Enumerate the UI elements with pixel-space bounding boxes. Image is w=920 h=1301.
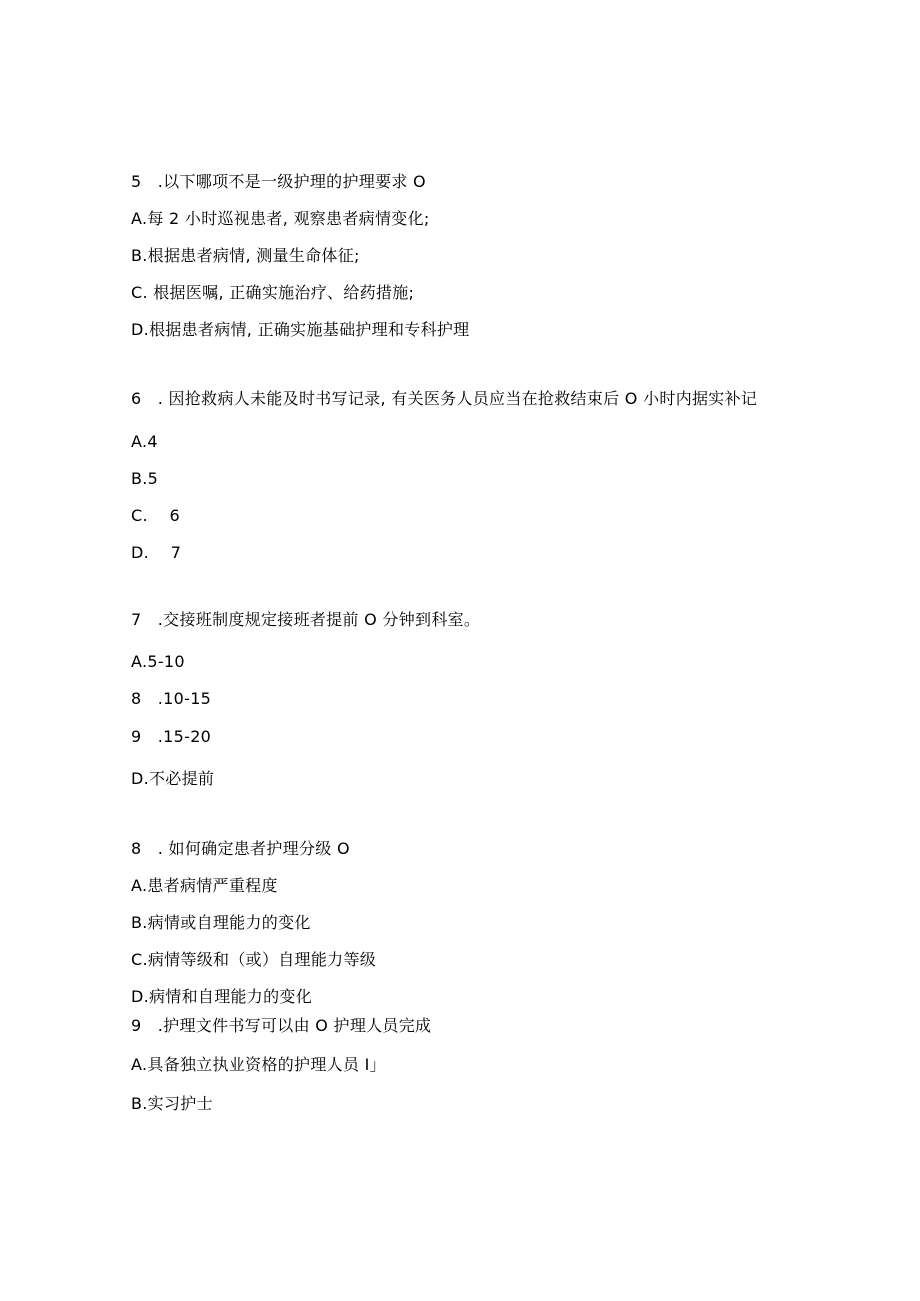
question-6-option-a: A.4 [131, 432, 158, 451]
question-8-stem: 8 . 如何确定患者护理分级 O [131, 839, 350, 858]
question-5-option-d: D.根据患者病情, 正确实施基础护理和专科护理 [131, 320, 470, 339]
question-7-option-c: 9 .15-20 [131, 727, 212, 746]
question-7-stem: 7 .交接班制度规定接班者提前 O 分钟到科室。 [131, 610, 481, 629]
question-8-option-c: C.病情等级和（或）自理能力等级 [131, 950, 377, 969]
question-6-option-b: B.5 [131, 469, 159, 488]
question-6-stem: 6 . 因抢救病人未能及时书写记录, 有关医务人员应当在抢救结束后 O 小时内据实补记 [131, 389, 758, 408]
question-5-option-c: C. 根据医嘱, 正确实施治疗、给药措施; [131, 283, 415, 302]
question-6-option-d: D. 7 [131, 543, 182, 562]
question-9-option-a: A.具备独立执业资格的护理人员 I」 [131, 1055, 386, 1074]
question-5-option-b: B.根据患者病情, 测量生命体征; [131, 246, 360, 265]
question-8-option-d: D.病情和自理能力的变化 [131, 987, 313, 1006]
question-9-option-b: B.实习护士 [131, 1094, 213, 1113]
question-9-stem: 9 .护理文件书写可以由 O 护理人员完成 [131, 1016, 432, 1035]
question-8-option-a: A.患者病情严重程度 [131, 876, 278, 895]
question-8-option-b: B.病情或自理能力的变化 [131, 913, 311, 932]
question-6-option-c: C. 6 [131, 506, 181, 525]
question-7-option-d: D.不必提前 [131, 769, 215, 788]
question-7-option-b: 8 .10-15 [131, 689, 212, 708]
question-7-option-a: A.5-10 [131, 652, 185, 671]
question-5-option-a: A.每 2 小时巡视患者, 观察患者病情变化; [131, 209, 430, 228]
question-5-stem: 5 .以下哪项不是一级护理的护理要求 O [131, 172, 426, 191]
